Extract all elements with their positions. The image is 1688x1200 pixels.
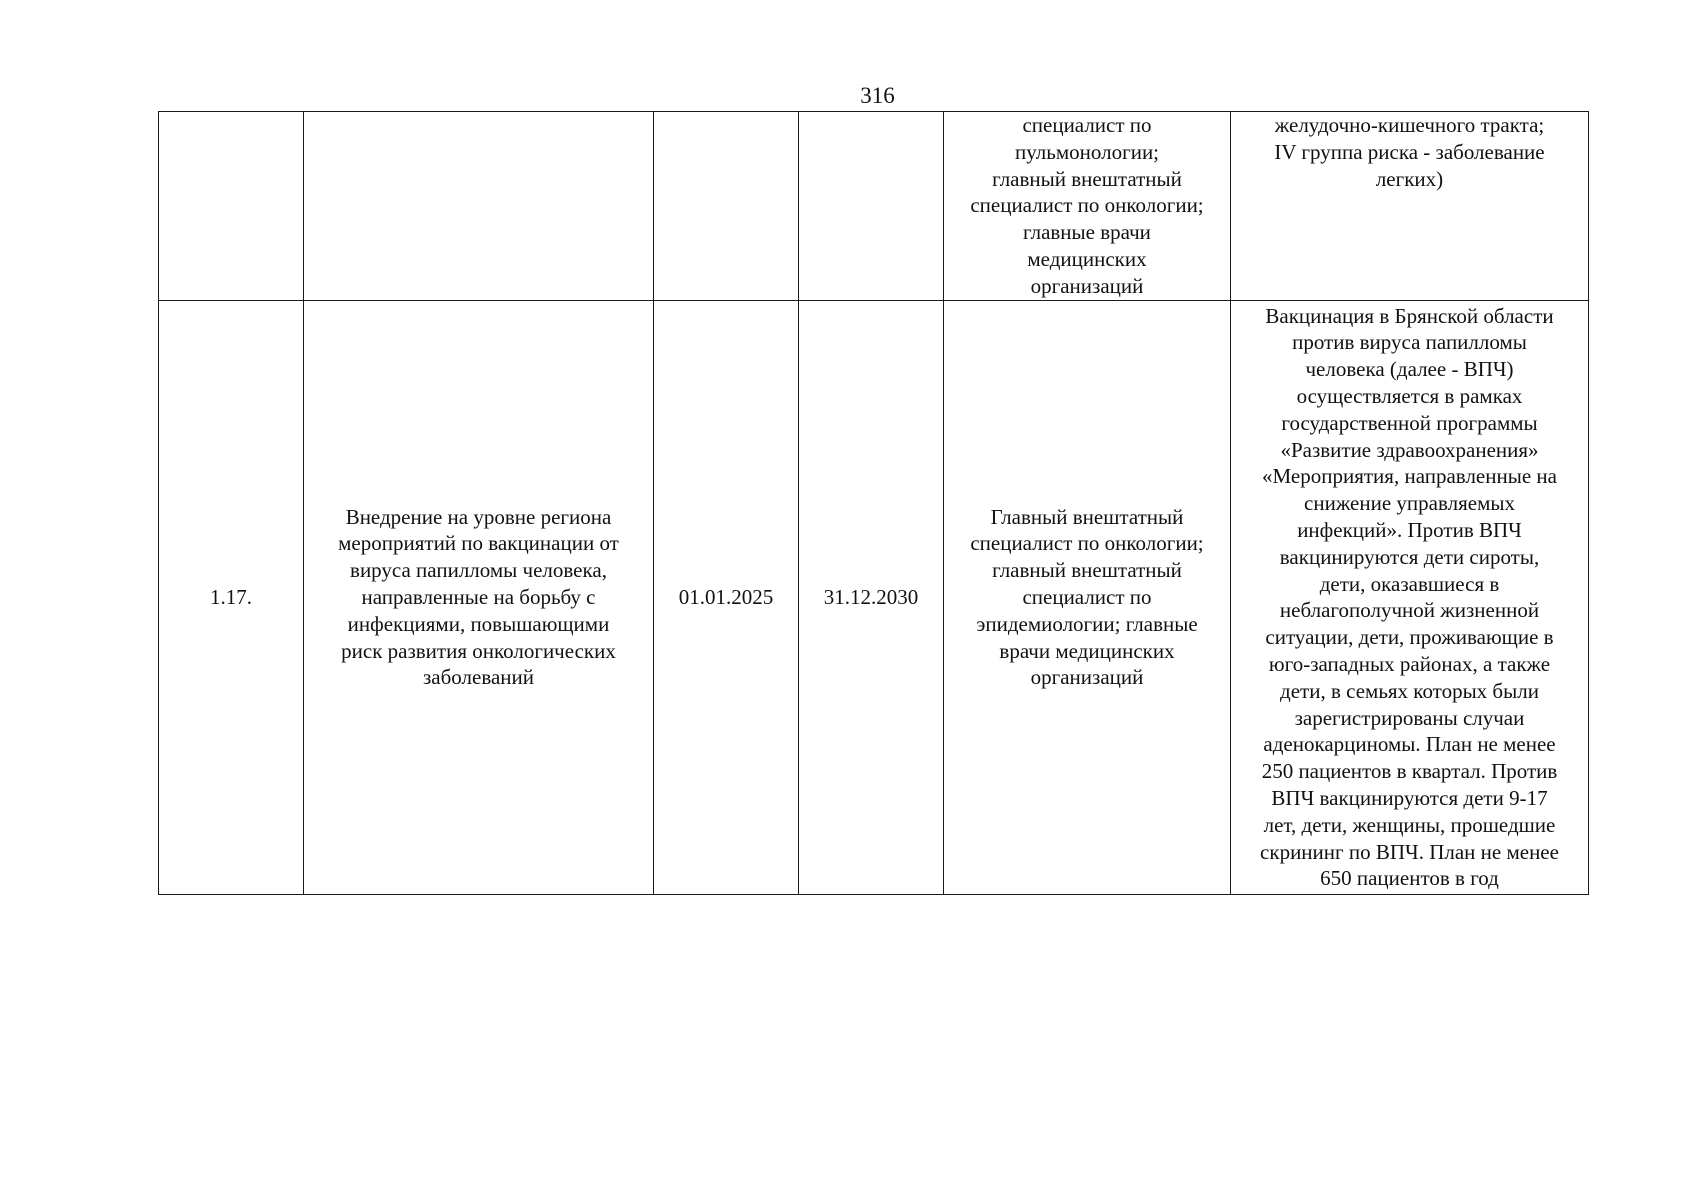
result-text: Вакцинация в Брянской области против вируса папилломы человека (далее - ВПЧ) осуществляется в рамках государственной программы «Развитие здравоохранения» «Мероприятия, направленные на снижение управляемых инфекций». Против ВПЧ вакцинируются дети сироты, дети, оказавшиеся в неблагополучной жизненной ситуации, дети, проживающие в юго-западных районах, а также дети, в семьях которых были зарегистрированы случаи аденокарциномы. План не менее 250 пациентов в квартал. Против ВПЧ вакцинируются дети 9-17 лет, дети, женщины, прошедшие скрининг по ВПЧ. План не менее 650 пациентов в год — [1260, 303, 1559, 891]
page-number: 316 — [860, 83, 895, 108]
start-date-cell — [654, 112, 799, 301]
responsible-cell — [944, 112, 1231, 301]
responsible-cell — [944, 300, 1231, 895]
end-date-cell — [799, 300, 944, 895]
row-number-cell — [159, 300, 304, 895]
result-cell — [1231, 300, 1589, 895]
start-date: 01.01.2025 — [678, 584, 774, 609]
row-number: 1.17. — [210, 584, 252, 609]
result-text: желудочно-кишечного тракта; IV группа риска - заболевание легких) — [1274, 113, 1545, 191]
table-row — [159, 112, 1589, 301]
result-cell — [1231, 112, 1589, 301]
responsible-text: Главный внештатный специалист по онкологии; главный внештатный специалист по эпидемиологии; главные врачи медицинских организаций — [970, 504, 1204, 690]
row-number-cell — [159, 112, 304, 301]
start-date-cell — [654, 300, 799, 895]
table-row — [159, 300, 1589, 895]
measures-table — [158, 111, 1589, 895]
activity-text: Внедрение на уровне региона мероприятий по вакцинации от вируса папилломы человека, направленные на борьбу с инфекциями, повышающими риск развития онкологических заболеваний — [338, 504, 619, 690]
end-date: 31.12.2030 — [823, 584, 919, 609]
activity-cell — [304, 112, 654, 301]
end-date-cell — [799, 112, 944, 301]
responsible-text: специалист по пульмонологии; главный внештатный специалист по онкологии; главные врачи медицинских организаций — [970, 113, 1204, 298]
activity-cell — [304, 300, 654, 895]
